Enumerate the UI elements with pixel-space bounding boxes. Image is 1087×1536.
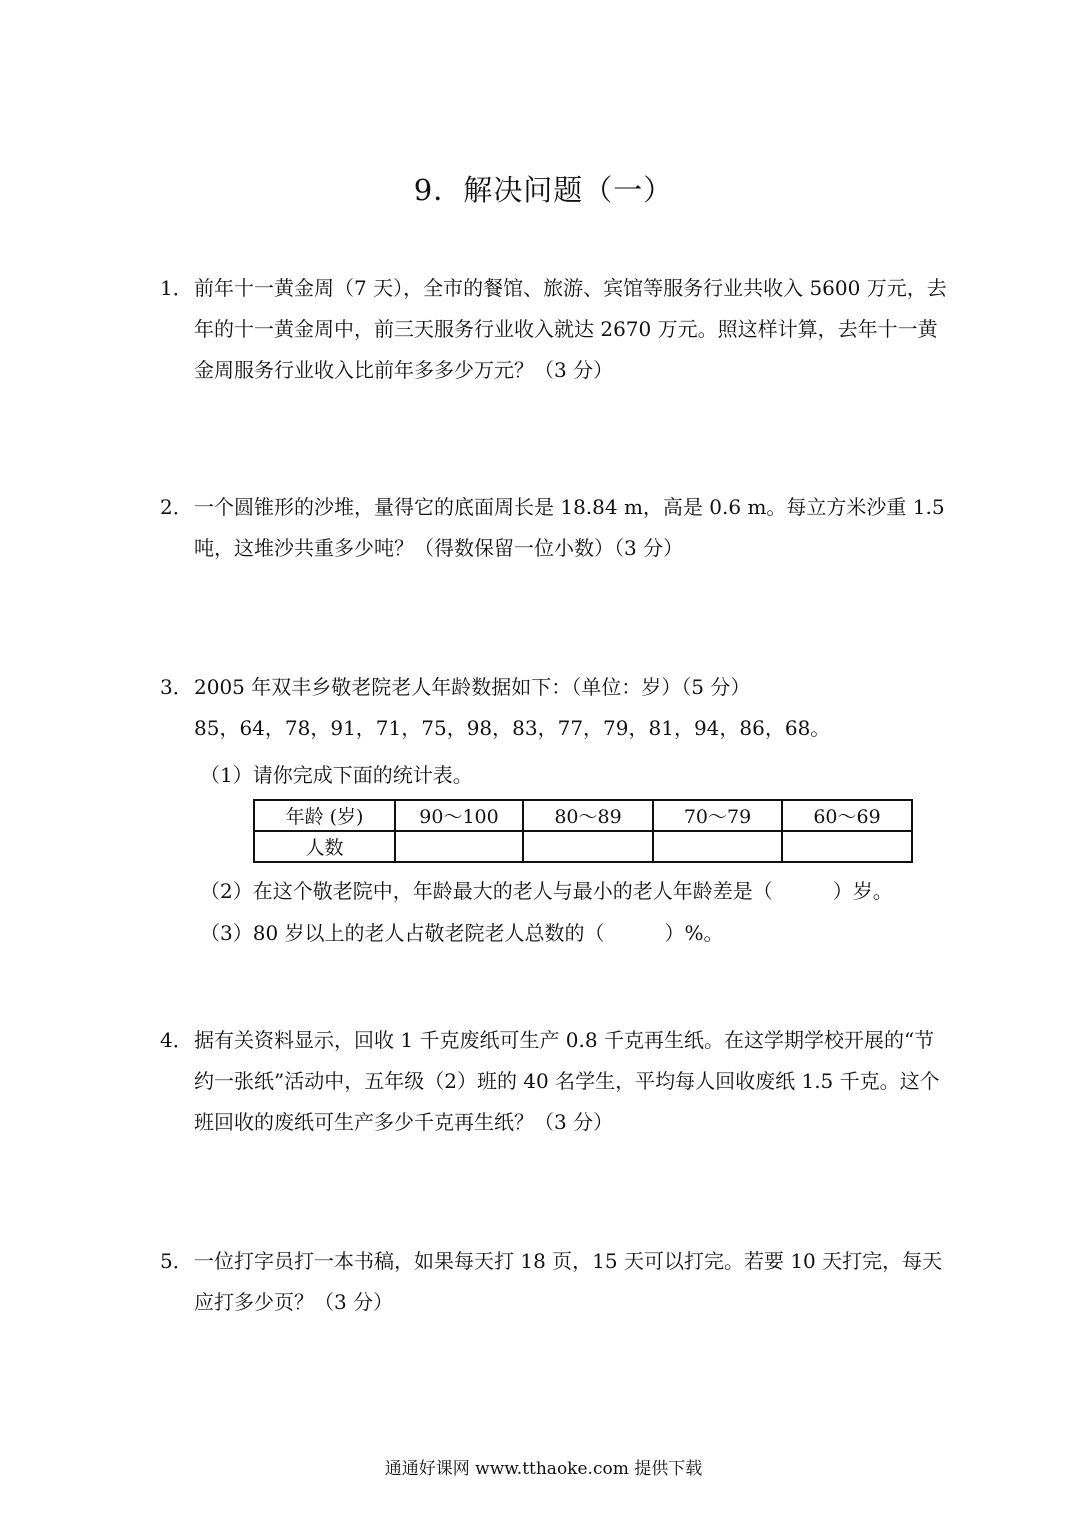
question-line: 前年十一黄金周（7 天），全市的餐馆、旅游、宾馆等服务行业共收入 5600 万元，去 xyxy=(194,276,947,300)
table-cell-blank[interactable] xyxy=(782,831,912,862)
question-line: 一个圆锥形的沙堆，量得它的底面周长是 18.84 m，高是 0.6 m。每立方米沙重 1.5 xyxy=(194,495,945,519)
table-row xyxy=(254,831,912,862)
table-row xyxy=(254,800,912,831)
question-number: 5． xyxy=(160,1249,193,1273)
table-cell-blank[interactable] xyxy=(523,831,653,862)
statistics-table xyxy=(253,799,913,863)
question-line: 吨，这堆沙共重多少吨？（得数保留一位小数）（3 分） xyxy=(194,536,684,560)
age-data-list: 85，64，78，91，71，75，98，83，77，79，81，94，86，68。 xyxy=(194,716,831,740)
sub-question-2: （2）在这个敬老院中，年龄最大的老人与最小的老人年龄差是（ ）岁。 xyxy=(200,879,893,903)
question-line: 一位打字员打一本书稿，如果每天打 18 页，15 天可以打完。若要 10 天打完，每天 xyxy=(194,1249,943,1273)
question-number: 1． xyxy=(160,276,193,300)
question-line: 年的十一黄金周中，前三天服务行业收入就达 2670 万元。照这样计算，去年十一黄 xyxy=(194,317,938,341)
question-1 xyxy=(160,268,1040,391)
question-line: 应打多少页？（3 分） xyxy=(194,1290,394,1314)
question-line: 班回收的废纸可生产多少千克再生纸？（3 分） xyxy=(194,1110,614,1134)
table-column-header: 90～100 xyxy=(395,800,523,831)
table-column-header: 60～69 xyxy=(782,800,912,831)
question-number: 3． xyxy=(160,675,193,699)
table-header-count: 人数 xyxy=(254,831,395,862)
table-cell-blank[interactable] xyxy=(653,831,782,862)
question-line: 据有关资料显示，回收 1 千克废纸可生产 0.8 千克再生纸。在这学期学校开展的“节 xyxy=(194,1028,935,1052)
sub-question-3: （3）80 岁以上的老人占敬老院老人总数的（ ）%。 xyxy=(200,921,724,945)
page-footer: 通通好课网 www.tthaoke.com 提供下载 xyxy=(384,1459,703,1479)
sub-question-1: （1）请你完成下面的统计表。 xyxy=(200,763,473,787)
table-cell-blank[interactable] xyxy=(395,831,523,862)
question-number: 4． xyxy=(160,1028,193,1052)
table-column-header: 80～89 xyxy=(523,800,653,831)
question-2 xyxy=(160,487,1040,569)
question-4 xyxy=(160,1020,1040,1143)
page-title: 9．解决问题（一） xyxy=(413,173,674,207)
question-line: 约一张纸”活动中，五年级（2）班的 40 名学生，平均每人回收废纸 1.5 千克。这个 xyxy=(194,1069,940,1093)
question-line: 金周服务行业收入比前年多多少万元？（3 分） xyxy=(194,358,614,382)
question-line: 2005 年双丰乡敬老院老人年龄数据如下：（单位：岁）（5 分） xyxy=(194,675,751,699)
question-number: 2． xyxy=(160,495,193,519)
table-header-age: 年龄 (岁) xyxy=(254,800,395,831)
question-5 xyxy=(160,1241,1040,1323)
table-column-header: 70～79 xyxy=(653,800,782,831)
question-3 xyxy=(160,667,1040,749)
